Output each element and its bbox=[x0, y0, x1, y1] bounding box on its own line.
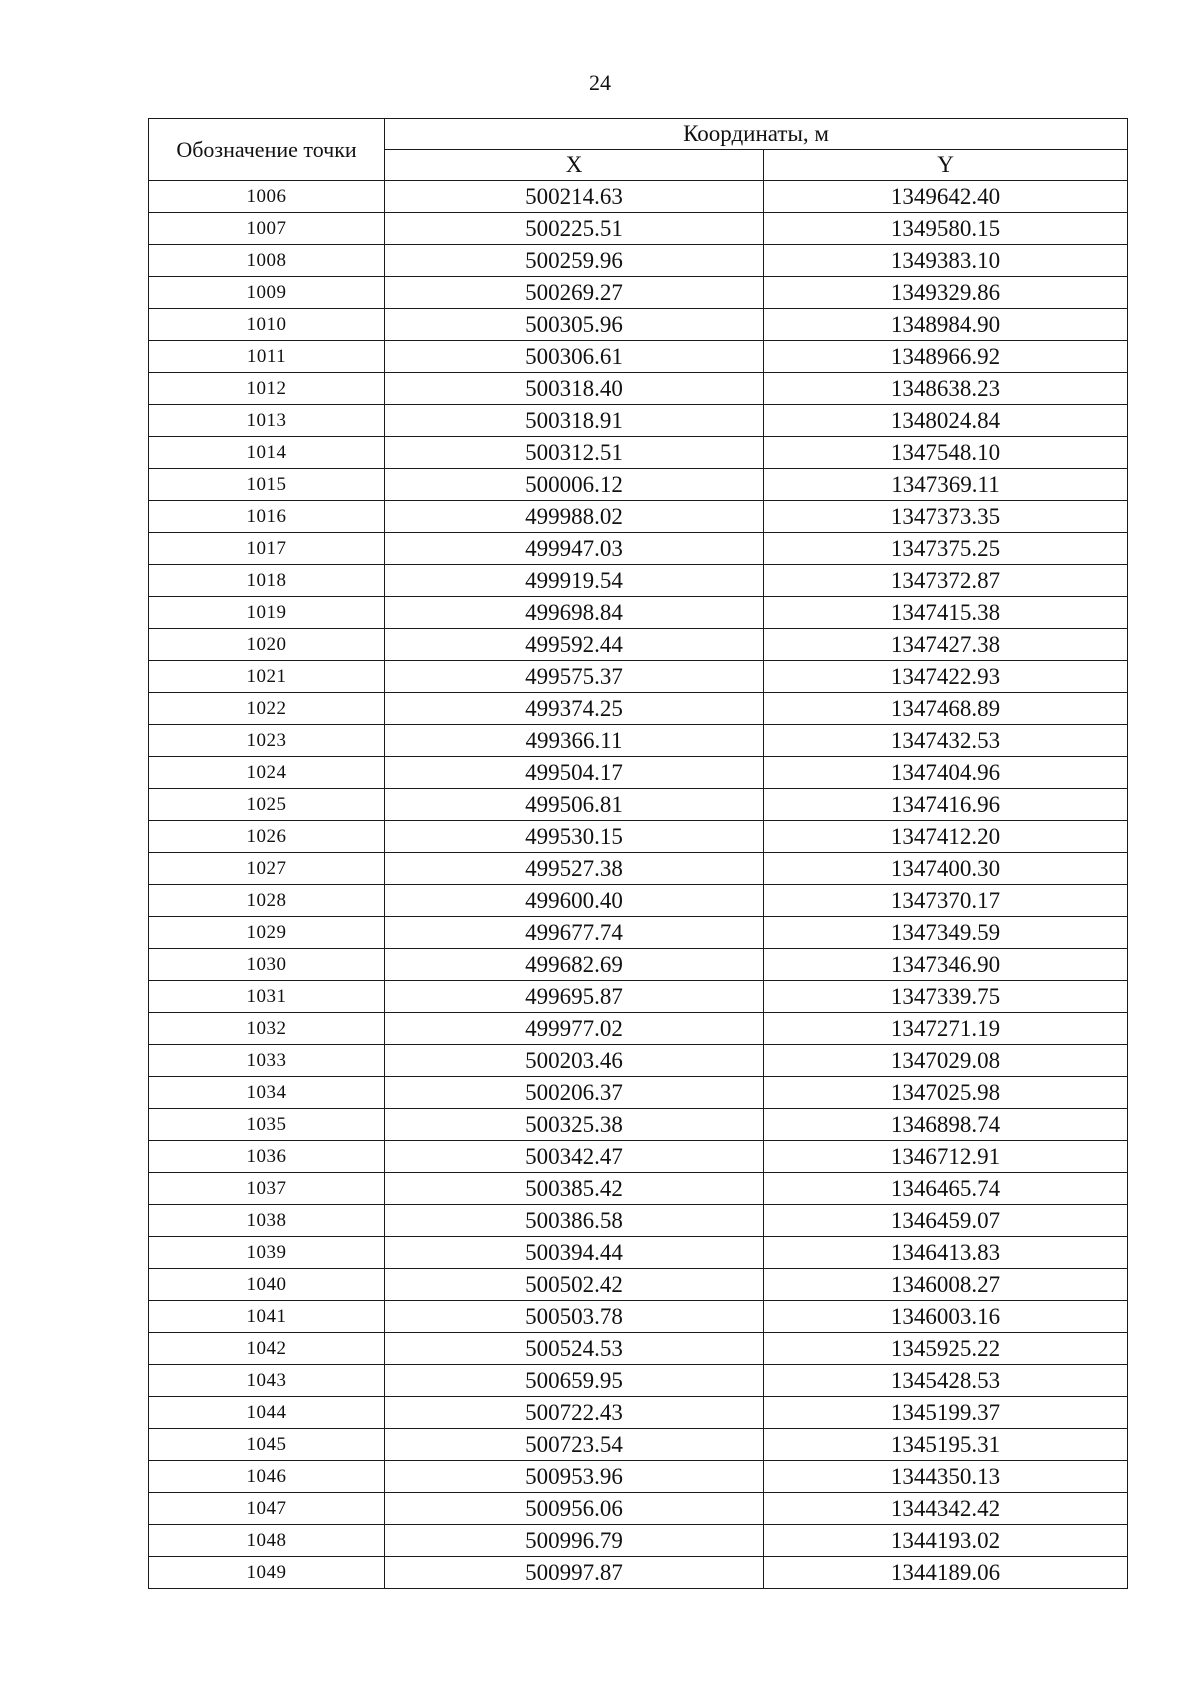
cell-x: 499530.15 bbox=[385, 821, 764, 853]
table-row bbox=[149, 533, 1128, 565]
cell-x: 500953.96 bbox=[385, 1461, 764, 1493]
cell-x: 500318.91 bbox=[385, 405, 764, 437]
cell-y: 1346465.74 bbox=[764, 1173, 1128, 1205]
table-row bbox=[149, 629, 1128, 661]
table-row bbox=[149, 1173, 1128, 1205]
cell-point: 1037 bbox=[149, 1173, 385, 1205]
cell-y: 1347346.90 bbox=[764, 949, 1128, 981]
table-row bbox=[149, 565, 1128, 597]
cell-point: 1034 bbox=[149, 1077, 385, 1109]
header-coordinates: Координаты, м bbox=[385, 119, 1128, 150]
cell-point: 1032 bbox=[149, 1013, 385, 1045]
cell-x: 500385.42 bbox=[385, 1173, 764, 1205]
cell-x: 500305.96 bbox=[385, 309, 764, 341]
page-number: 24 bbox=[589, 70, 611, 95]
cell-x: 500259.96 bbox=[385, 245, 764, 277]
cell-y: 1347468.89 bbox=[764, 693, 1128, 725]
cell-x: 500214.63 bbox=[385, 181, 764, 213]
cell-x: 500206.37 bbox=[385, 1077, 764, 1109]
cell-y: 1346712.91 bbox=[764, 1141, 1128, 1173]
cell-point: 1014 bbox=[149, 437, 385, 469]
cell-point: 1018 bbox=[149, 565, 385, 597]
table-row bbox=[149, 1109, 1128, 1141]
cell-x: 499698.84 bbox=[385, 597, 764, 629]
table-row bbox=[149, 949, 1128, 981]
cell-x: 499600.40 bbox=[385, 885, 764, 917]
cell-point: 1021 bbox=[149, 661, 385, 693]
cell-point: 1036 bbox=[149, 1141, 385, 1173]
table-row bbox=[149, 309, 1128, 341]
cell-y: 1347025.98 bbox=[764, 1077, 1128, 1109]
cell-point: 1027 bbox=[149, 853, 385, 885]
cell-x: 500203.46 bbox=[385, 1045, 764, 1077]
cell-x: 500318.40 bbox=[385, 373, 764, 405]
cell-y: 1346008.27 bbox=[764, 1269, 1128, 1301]
table-row bbox=[149, 981, 1128, 1013]
cell-x: 500306.61 bbox=[385, 341, 764, 373]
cell-point: 1031 bbox=[149, 981, 385, 1013]
cell-point: 1044 bbox=[149, 1397, 385, 1429]
table-row bbox=[149, 501, 1128, 533]
cell-point: 1020 bbox=[149, 629, 385, 661]
cell-point: 1039 bbox=[149, 1237, 385, 1269]
cell-y: 1346459.07 bbox=[764, 1205, 1128, 1237]
cell-x: 500325.38 bbox=[385, 1109, 764, 1141]
cell-point: 1048 bbox=[149, 1525, 385, 1557]
table-row bbox=[149, 789, 1128, 821]
cell-point: 1029 bbox=[149, 917, 385, 949]
cell-point: 1024 bbox=[149, 757, 385, 789]
table-row bbox=[149, 1429, 1128, 1461]
cell-x: 500006.12 bbox=[385, 469, 764, 501]
cell-y: 1345199.37 bbox=[764, 1397, 1128, 1429]
cell-x: 500394.44 bbox=[385, 1237, 764, 1269]
cell-y: 1347415.38 bbox=[764, 597, 1128, 629]
table-row bbox=[149, 245, 1128, 277]
cell-y: 1345428.53 bbox=[764, 1365, 1128, 1397]
cell-x: 499506.81 bbox=[385, 789, 764, 821]
table-row bbox=[149, 917, 1128, 949]
cell-y: 1348638.23 bbox=[764, 373, 1128, 405]
cell-y: 1349642.40 bbox=[764, 181, 1128, 213]
cell-point: 1046 bbox=[149, 1461, 385, 1493]
header-y: Y bbox=[764, 150, 1128, 181]
cell-x: 500342.47 bbox=[385, 1141, 764, 1173]
cell-point: 1041 bbox=[149, 1301, 385, 1333]
cell-y: 1347271.19 bbox=[764, 1013, 1128, 1045]
cell-x: 500723.54 bbox=[385, 1429, 764, 1461]
cell-point: 1045 bbox=[149, 1429, 385, 1461]
cell-y: 1347349.59 bbox=[764, 917, 1128, 949]
cell-y: 1347370.17 bbox=[764, 885, 1128, 917]
cell-point: 1038 bbox=[149, 1205, 385, 1237]
cell-y: 1349580.15 bbox=[764, 213, 1128, 245]
cell-point: 1016 bbox=[149, 501, 385, 533]
cell-y: 1347422.93 bbox=[764, 661, 1128, 693]
cell-x: 500997.87 bbox=[385, 1557, 764, 1589]
cell-point: 1025 bbox=[149, 789, 385, 821]
cell-y: 1344342.42 bbox=[764, 1493, 1128, 1525]
table-body bbox=[149, 181, 1128, 1589]
table-header bbox=[149, 119, 1128, 181]
cell-y: 1346003.16 bbox=[764, 1301, 1128, 1333]
cell-y: 1347432.53 bbox=[764, 725, 1128, 757]
cell-x: 499682.69 bbox=[385, 949, 764, 981]
cell-point: 1042 bbox=[149, 1333, 385, 1365]
cell-y: 1348966.92 bbox=[764, 341, 1128, 373]
cell-y: 1346413.83 bbox=[764, 1237, 1128, 1269]
table-row bbox=[149, 885, 1128, 917]
cell-y: 1344350.13 bbox=[764, 1461, 1128, 1493]
cell-x: 500225.51 bbox=[385, 213, 764, 245]
cell-y: 1347548.10 bbox=[764, 437, 1128, 469]
cell-x: 500524.53 bbox=[385, 1333, 764, 1365]
cell-x: 500956.06 bbox=[385, 1493, 764, 1525]
table-row bbox=[149, 1013, 1128, 1045]
table-row bbox=[149, 437, 1128, 469]
table-row bbox=[149, 1461, 1128, 1493]
cell-y: 1348984.90 bbox=[764, 309, 1128, 341]
cell-point: 1011 bbox=[149, 341, 385, 373]
table-row bbox=[149, 821, 1128, 853]
cell-point: 1007 bbox=[149, 213, 385, 245]
cell-x: 500503.78 bbox=[385, 1301, 764, 1333]
cell-point: 1023 bbox=[149, 725, 385, 757]
coordinates-table bbox=[148, 118, 1128, 1589]
cell-y: 1347339.75 bbox=[764, 981, 1128, 1013]
header-point-designation: Обозначение точки bbox=[149, 119, 385, 181]
cell-point: 1009 bbox=[149, 277, 385, 309]
cell-x: 500502.42 bbox=[385, 1269, 764, 1301]
table-row bbox=[149, 341, 1128, 373]
cell-x: 499366.11 bbox=[385, 725, 764, 757]
cell-point: 1006 bbox=[149, 181, 385, 213]
cell-point: 1026 bbox=[149, 821, 385, 853]
cell-y: 1345195.31 bbox=[764, 1429, 1128, 1461]
table-row bbox=[149, 373, 1128, 405]
cell-x: 499977.02 bbox=[385, 1013, 764, 1045]
cell-y: 1348024.84 bbox=[764, 405, 1128, 437]
table-row bbox=[149, 469, 1128, 501]
table-row bbox=[149, 853, 1128, 885]
table-row bbox=[149, 597, 1128, 629]
cell-point: 1043 bbox=[149, 1365, 385, 1397]
cell-point: 1013 bbox=[149, 405, 385, 437]
cell-y: 1347412.20 bbox=[764, 821, 1128, 853]
cell-y: 1347427.38 bbox=[764, 629, 1128, 661]
cell-y: 1347375.25 bbox=[764, 533, 1128, 565]
cell-x: 499374.25 bbox=[385, 693, 764, 725]
cell-x: 499919.54 bbox=[385, 565, 764, 597]
table-row bbox=[149, 181, 1128, 213]
table-row bbox=[149, 1237, 1128, 1269]
cell-x: 499527.38 bbox=[385, 853, 764, 885]
table-row bbox=[149, 661, 1128, 693]
cell-y: 1347416.96 bbox=[764, 789, 1128, 821]
table-row bbox=[149, 277, 1128, 309]
table-row bbox=[149, 1397, 1128, 1429]
cell-point: 1017 bbox=[149, 533, 385, 565]
cell-x: 499575.37 bbox=[385, 661, 764, 693]
cell-x: 500659.95 bbox=[385, 1365, 764, 1397]
cell-point: 1015 bbox=[149, 469, 385, 501]
cell-x: 499504.17 bbox=[385, 757, 764, 789]
cell-point: 1033 bbox=[149, 1045, 385, 1077]
cell-y: 1347372.87 bbox=[764, 565, 1128, 597]
cell-x: 500312.51 bbox=[385, 437, 764, 469]
cell-point: 1049 bbox=[149, 1557, 385, 1589]
table-row bbox=[149, 757, 1128, 789]
cell-y: 1347404.96 bbox=[764, 757, 1128, 789]
cell-x: 500996.79 bbox=[385, 1525, 764, 1557]
cell-y: 1347373.35 bbox=[764, 501, 1128, 533]
table-row bbox=[149, 1333, 1128, 1365]
cell-point: 1035 bbox=[149, 1109, 385, 1141]
table-row bbox=[149, 405, 1128, 437]
cell-point: 1012 bbox=[149, 373, 385, 405]
cell-point: 1030 bbox=[149, 949, 385, 981]
cell-y: 1347029.08 bbox=[764, 1045, 1128, 1077]
cell-x: 499988.02 bbox=[385, 501, 764, 533]
table-row bbox=[149, 1269, 1128, 1301]
cell-y: 1349329.86 bbox=[764, 277, 1128, 309]
cell-y: 1345925.22 bbox=[764, 1333, 1128, 1365]
table-row bbox=[149, 1493, 1128, 1525]
cell-x: 499677.74 bbox=[385, 917, 764, 949]
table-row bbox=[149, 1365, 1128, 1397]
table-row bbox=[149, 1301, 1128, 1333]
cell-x: 499947.03 bbox=[385, 533, 764, 565]
cell-y: 1347400.30 bbox=[764, 853, 1128, 885]
table-row bbox=[149, 693, 1128, 725]
cell-y: 1349383.10 bbox=[764, 245, 1128, 277]
table-row bbox=[149, 1557, 1128, 1589]
cell-point: 1028 bbox=[149, 885, 385, 917]
cell-x: 499695.87 bbox=[385, 981, 764, 1013]
cell-x: 499592.44 bbox=[385, 629, 764, 661]
table-row bbox=[149, 1045, 1128, 1077]
cell-x: 500722.43 bbox=[385, 1397, 764, 1429]
cell-x: 500386.58 bbox=[385, 1205, 764, 1237]
cell-y: 1346898.74 bbox=[764, 1109, 1128, 1141]
cell-y: 1344193.02 bbox=[764, 1525, 1128, 1557]
table-row bbox=[149, 1077, 1128, 1109]
table-row bbox=[149, 213, 1128, 245]
cell-point: 1010 bbox=[149, 309, 385, 341]
cell-y: 1344189.06 bbox=[764, 1557, 1128, 1589]
cell-point: 1047 bbox=[149, 1493, 385, 1525]
table-row bbox=[149, 1525, 1128, 1557]
table-row bbox=[149, 1141, 1128, 1173]
cell-y: 1347369.11 bbox=[764, 469, 1128, 501]
cell-point: 1008 bbox=[149, 245, 385, 277]
cell-point: 1022 bbox=[149, 693, 385, 725]
table-row bbox=[149, 725, 1128, 757]
cell-point: 1040 bbox=[149, 1269, 385, 1301]
table-row bbox=[149, 1205, 1128, 1237]
cell-x: 500269.27 bbox=[385, 277, 764, 309]
header-x: X bbox=[385, 150, 764, 181]
cell-point: 1019 bbox=[149, 597, 385, 629]
